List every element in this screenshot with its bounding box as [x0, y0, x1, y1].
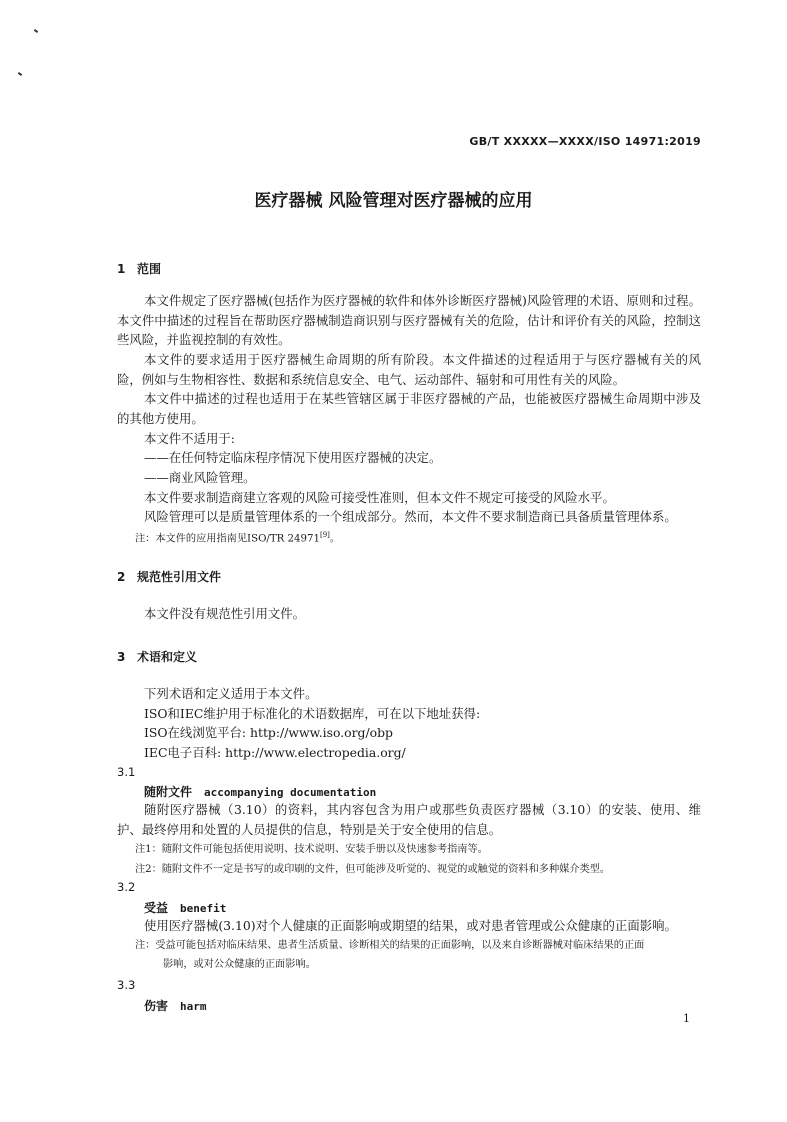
list-item: ——在任何特定临床程序情况下使用医疗器械的决定。: [144, 450, 442, 465]
term-chinese: 随附文件: [144, 785, 193, 799]
note: 注1：随附文件可能包括使用说明、技术说明、安装手册以及快速参考指南等。: [135, 844, 488, 855]
note-line: 注：受益可能包括对临床结果、患者生活质量、诊断相关的结果的正面影响，以及来自诊断器械对临床结果的正面: [135, 940, 645, 951]
paragraph: ISO和IEC维护用于标准化的术语数据库，可在以下地址获得:: [144, 706, 481, 721]
note-text: 注：本文件的应用指南见ISO/TR 24971: [135, 533, 320, 545]
term-definition: 使用医疗器械(3.10)对个人健康的正面影响或期望的结果，或对患者管理或公众健康的正面影响。: [144, 918, 677, 933]
term-number: 3.2: [117, 880, 136, 894]
term-entry: [144, 783, 376, 800]
note-continuation: 影响，或对公众健康的正面影响。: [163, 959, 316, 970]
paragraph: 本文件没有规范性引用文件。: [144, 606, 306, 621]
reference-marker: [9]: [319, 531, 330, 539]
term-english: accompanying documentation: [204, 786, 377, 799]
paragraph: 本文件的要求适用于医疗器械生命周期的所有阶段。本文件描述的过程适用于与医疗器械有关的风险，例如与生物相容性、数据和系统信息安全、电气、运动部件、辐射和可用性有关的风险。: [117, 352, 701, 387]
paragraph: 本文件规定了医疗器械(包括作为医疗器械的软件和体外诊断医疗器械)风险管理的术语、原则和过程。本文件中描述的过程旨在帮助医疗器械制造商识别与医疗器械有关的危险，估计和评价有关的风险，控制这些风险，并监视控制的有效性。: [117, 293, 701, 347]
section-1-heading: [117, 260, 161, 277]
section-number: 3: [117, 650, 126, 664]
term-number: 3.3: [117, 978, 136, 992]
paragraph: IEC电子百科: http://www.electropedia.org/: [144, 745, 406, 760]
term-number: 3.1: [117, 765, 136, 779]
page-number: 1: [683, 1012, 690, 1025]
term-english: harm: [180, 1000, 207, 1013]
scan-speck: [18, 72, 22, 76]
paragraph: 风险管理可以是质量管理体系的一个组成部分。然而，本文件不要求制造商已具备质量管理体系。: [144, 509, 677, 524]
paragraph: 本文件中描述的过程也适用于在某些管辖区属于非医疗器械的产品，也能被医疗器械生命周期中涉及的其他方使用。: [117, 391, 701, 426]
note: [135, 936, 703, 974]
scan-speck: [34, 29, 38, 33]
term-chinese: 伤害: [144, 999, 169, 1013]
section-title: 术语和定义: [137, 650, 198, 664]
term-entry: [144, 997, 207, 1014]
section-title: 范围: [137, 262, 162, 276]
paragraph: 本文件不适用于:: [144, 431, 235, 446]
term-english: benefit: [180, 902, 227, 915]
section-title: 规范性引用文件: [137, 570, 222, 584]
note-end: 。: [329, 533, 341, 545]
standard-code: GB/T XXXXX—XXXX/ISO 14971:2019: [469, 135, 701, 148]
paragraph: ISO在线浏览平台: http://www.iso.org/obp: [144, 725, 393, 740]
note: [135, 526, 703, 548]
paragraph: 本文件要求制造商建立客观的风险可接受性准则，但本文件不规定可接受的风险水平。: [144, 490, 615, 505]
term-entry: [144, 899, 226, 916]
paragraph: 下列术语和定义适用于本文件。: [144, 686, 318, 701]
section-number: 1: [117, 262, 126, 276]
note: 注2：随附文件不一定是书写的或印刷的文件，但可能涉及听觉的、视觉的或触觉的资料和多种媒介类型。: [135, 864, 611, 875]
term-chinese: 受益: [144, 901, 169, 915]
list-item: ——商业风险管理。: [144, 470, 256, 485]
term-definition: 随附医疗器械（3.10）的资料，其内容包含为用户或那些负责医疗器械（3.10）的安装、使用、维护、最终停用和处置的人员提供的信息，特别是关于安全使用的信息。: [117, 802, 701, 837]
section-3-heading: [117, 648, 197, 665]
section-number: 2: [117, 570, 126, 584]
document-title: 医疗器械 风险管理对医疗器械的应用: [254, 191, 533, 211]
section-2-heading: [117, 568, 221, 585]
